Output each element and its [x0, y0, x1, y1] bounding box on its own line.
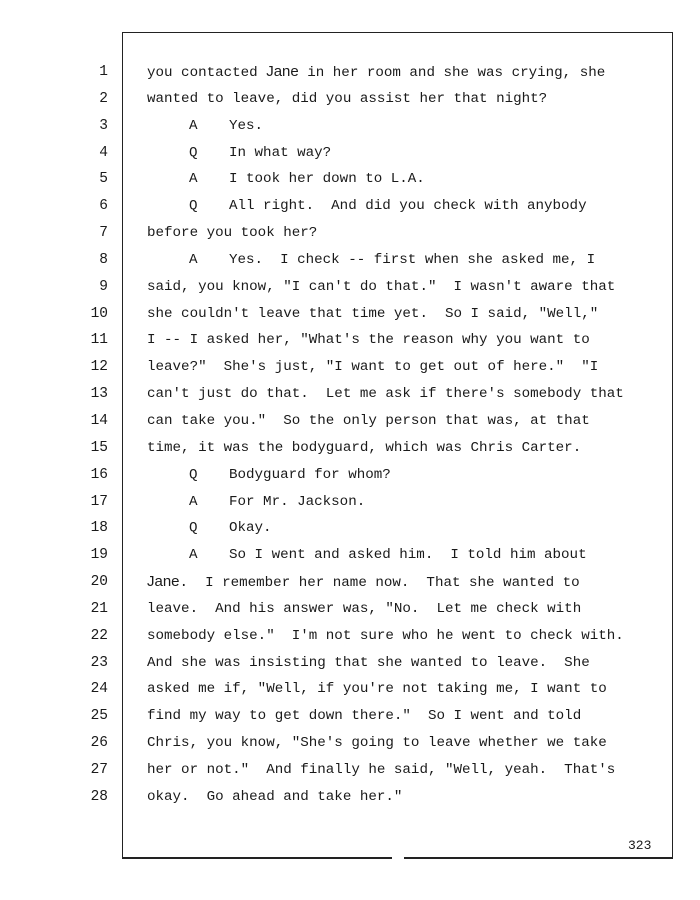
line-number: 5	[99, 171, 108, 188]
line-number: 28	[90, 788, 108, 805]
line-number: 2	[99, 90, 108, 107]
text-segment: . I remember her name now. That she wanted to	[179, 575, 580, 592]
line-number: 11	[90, 332, 108, 349]
transcript-line-27: her or not." And finally he said, "Well, yeah. That's	[147, 761, 616, 778]
line-number: 17	[90, 493, 108, 510]
line-number: 12	[90, 359, 108, 376]
transcript-line-19	[147, 542, 662, 569]
question-marker: Q	[189, 198, 198, 215]
transcript-line-14: can take you." So the only person that was, at that	[147, 412, 590, 429]
text-segment: you contacted	[147, 65, 267, 81]
line-number: 15	[90, 439, 108, 456]
transcript-line-3	[147, 113, 662, 140]
transcript-line-8	[147, 247, 662, 274]
transcript-line-22: somebody else." I'm not sure who he went to check with.	[147, 627, 624, 644]
transcript-line-15: time, it was the bodyguard, which was Chris Carter.	[147, 439, 582, 456]
transcript-line-10: she couldn't leave that time yet. So I said, "Well,"	[147, 305, 599, 322]
transcript-line-6	[147, 193, 662, 220]
line-number: 18	[90, 520, 108, 537]
line-number: 26	[90, 735, 108, 752]
line-number: 22	[90, 627, 108, 644]
transcript-line-7: before you took her?	[147, 225, 318, 242]
transcript-line-25: find my way to get down there." So I went and told	[147, 708, 582, 725]
frame-top-border	[122, 32, 673, 33]
line-number: 27	[90, 761, 108, 778]
line-number: 21	[90, 600, 108, 617]
line-number: 1	[99, 64, 108, 80]
line-number: 23	[90, 654, 108, 671]
question-marker: Q	[189, 144, 198, 161]
text-segment: Yes.	[229, 117, 264, 134]
text-segment: So I went and asked him. I told him about	[229, 547, 587, 564]
transcript-line-1	[147, 59, 662, 86]
question-marker: Q	[189, 466, 198, 483]
line-number: 13	[90, 386, 108, 403]
frame-bottom-border-right	[404, 857, 673, 859]
line-number: 16	[90, 466, 108, 483]
line-number: 19	[90, 547, 108, 564]
transcript-line-28: okay. Go ahead and take her."	[147, 788, 403, 805]
text-segment: For Mr. Jackson.	[229, 493, 366, 510]
line-number: 25	[90, 708, 108, 725]
text-segment: Okay.	[229, 520, 272, 537]
line-number: 24	[90, 681, 108, 698]
text-segment: All right. And did you check with anybody	[229, 198, 587, 215]
transcript-line-12: leave?" She's just, "I want to get out of here." "I	[147, 359, 599, 376]
answer-marker: A	[189, 493, 198, 510]
transcript-line-20	[147, 569, 662, 596]
redacted-name: Jane	[266, 63, 299, 80]
answer-marker: A	[189, 171, 198, 188]
text-segment: I took her down to L.A.	[229, 171, 425, 188]
transcript-line-2: wanted to leave, did you assist her that night?	[147, 90, 548, 107]
text-segment: In what way?	[229, 144, 332, 161]
frame-right-border	[672, 32, 673, 858]
line-number: 8	[99, 251, 108, 268]
line-number: 6	[99, 198, 108, 215]
transcript-line-24: asked me if, "Well, if you're not taking me, I want to	[147, 681, 607, 698]
transcript-line-21: leave. And his answer was, "No. Let me check with	[147, 600, 582, 617]
frame-bottom-border-left	[122, 857, 392, 859]
text-segment: Yes. I check -- first when she asked me, I	[229, 251, 596, 268]
transcript-line-9: said, you know, "I can't do that." I wasn't aware that	[147, 278, 616, 295]
line-number: 7	[99, 225, 108, 242]
question-marker: Q	[189, 520, 198, 537]
transcript-line-23: And she was insisting that she wanted to leave. She	[147, 654, 590, 671]
line-number: 9	[99, 278, 108, 295]
line-number: 20	[90, 574, 108, 591]
line-number: 10	[90, 305, 108, 322]
line-number: 4	[99, 144, 108, 161]
transcript-line-11: I -- I asked her, "What's the reason why you want to	[147, 332, 590, 349]
answer-marker: A	[189, 251, 198, 268]
transcript-line-4	[147, 140, 662, 167]
transcript-text	[147, 59, 662, 811]
page-number: 323	[628, 838, 652, 853]
transcript-line-5	[147, 166, 662, 193]
text-segment: Bodyguard for whom?	[229, 466, 391, 483]
transcript-line-26: Chris, you know, "She's going to leave whether we take	[147, 735, 607, 752]
frame-left-border	[122, 32, 123, 858]
transcript-line-17	[147, 489, 662, 516]
answer-marker: A	[189, 117, 198, 134]
text-segment: in her room and she was crying, she	[298, 65, 606, 81]
transcript-line-16	[147, 462, 662, 489]
transcript-line-18	[147, 515, 662, 542]
transcript-line-13: can't just do that. Let me ask if there's somebody that	[147, 386, 624, 403]
redacted-name: Jane	[147, 573, 180, 591]
line-number: 14	[90, 412, 108, 429]
line-number: 3	[99, 117, 108, 134]
answer-marker: A	[189, 547, 198, 564]
line-number-column	[60, 59, 108, 811]
